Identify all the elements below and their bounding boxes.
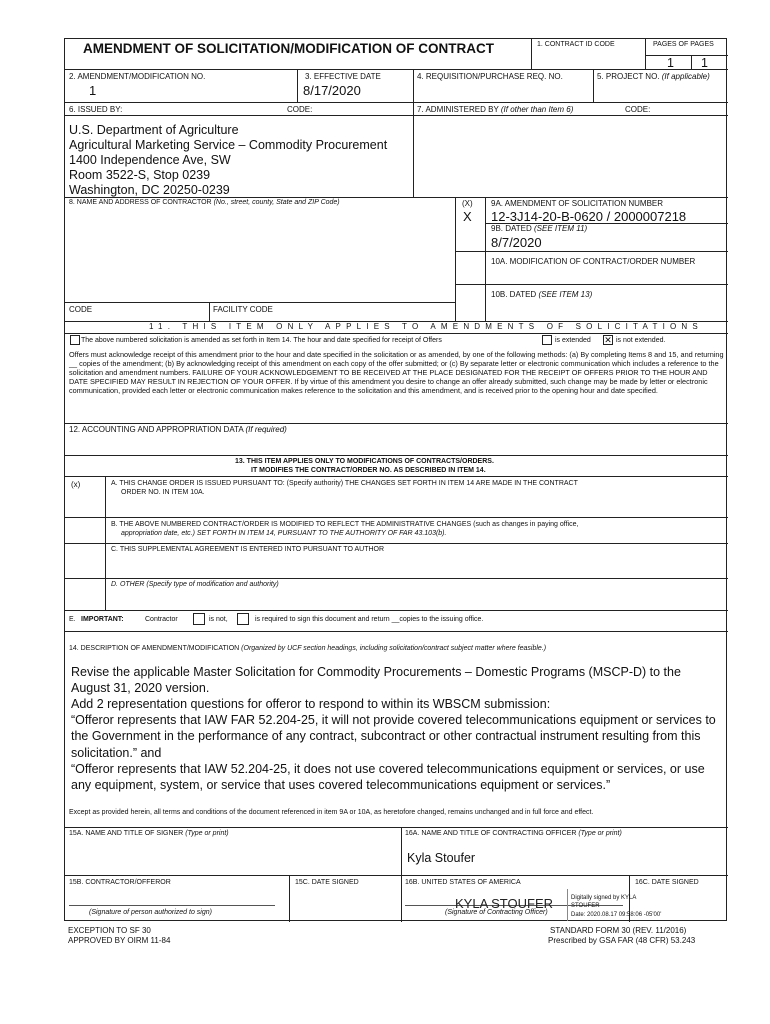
item-e-contractor: Contractor [145,616,178,623]
x-header: (X) [462,199,473,208]
item-e-important: IMPORTANT: [81,616,124,623]
item-13-header-1: 13. THIS ITEM APPLIES ONLY TO MODIFICATIONS OF CONTRACTS/ORDERS. [235,458,494,465]
issuer-line-5: Washington, DC 20250-0239 [69,183,230,197]
digital-signature-name: KYLA STOUFER [455,896,554,911]
item-9b-note: (SEE ITEM 11) [533,224,588,233]
item-9a-x-mark: X [463,209,472,224]
item-14-paragraph-2: Add 2 representation questions for offeror to respond to within its WBSCM submission: [71,697,551,711]
item-13-header-2: IT MODIFIES THE CONTRACT/ORDER NO. AS DESCRIBED IN ITEM 14. [251,467,486,474]
requisition-label: 4. REQUISITION/PURCHASE REQ. NO. [417,72,563,81]
item-14-note: (Organized by UCF section headings, including solicitation/contract subject matter where feasible.) [241,645,547,652]
footer-right-1: STANDARD FORM 30 (REV. 11/2016) [550,926,687,935]
item-15b-label: 15B. CONTRACTOR/OFFEROR [69,879,171,886]
extended-checkbox[interactable] [542,335,552,345]
item-13c-text: C. THIS SUPPLEMENTAL AGREEMENT IS ENTERED INTO PURSUANT TO AUTHOR [111,546,385,553]
issuer-line-4: Room 3522-S, Stop 0239 [69,168,211,182]
item-12-label: 12. ACCOUNTING AND APPROPRIATION DATA [69,425,244,434]
item-16c-label: 16C. DATE SIGNED [635,879,699,886]
amendment-no-value: 1 [89,83,97,98]
item-16a-note: (Type or print) [578,830,622,837]
item-9a-value: 12-3J14-20-B-0620 / 2000007218 [491,209,687,224]
effective-date-label: 3. EFFECTIVE DATE [305,72,381,81]
issued-by-code-label: CODE: [287,105,313,114]
item-9b-value: 8/7/2020 [491,235,542,250]
item-e-label: E. [69,616,76,623]
issued-by-label: 6. ISSUED BY: [69,105,123,114]
item-15c-label: 15C. DATE SIGNED [295,879,359,886]
sig-15b-caption: (Signature of person authorized to sign) [89,909,212,916]
footer-left-1: EXCEPTION TO SF 30 [68,926,151,935]
item-11-line1: The above numbered solicitation is amended as set forth in Item 14. The hour and date specified for receipt of Offers [81,337,442,344]
item-11-header: 11. THIS ITEM ONLY APPLIES TO AMENDMENTS OF SOLICITATIONS [149,322,703,331]
project-label-note: (If applicable) [661,72,710,81]
item-14-paragraph-4: “Offeror represents that IAW 52.204-25, it does not use covered telecommunications equipment or services, or use any equipment, system, or service that uses covered telecommunications equipment or services.” [71,762,705,793]
administered-by-code-label: CODE: [625,105,651,114]
sf30-form [64,38,727,921]
form-title: AMENDMENT OF SOLICITATION/MODIFICATION OF CONTRACT [83,41,494,56]
item-16a-label: 16A. NAME AND TITLE OF CONTRACTING OFFICER [405,830,577,837]
digital-signature-line-3: Date: 2020.08.17 09:58:06 -05'00' [571,912,662,918]
item-e-required-checkbox[interactable] [237,613,249,625]
item-11-paragraph: Offers must acknowledge receipt of this amendment prior to the hour and date specified in the solicitation or as amended, by one of the following methods: (a) By completing Items 8 and 15, and returning __ copies of the amendment; (b) By acknowledging receipt of this amendment on each copy of the offer submitted; or (c) By separate letter or electronic communication which includes a reference to the solicitation and amendment numbers. FAILURE OF YOUR ACKNOWLEDGEMENT TO BE RECEIVED AT THE PLACE DESIGNATED FOR THE RECEIPT OF OFFERS PRIOR TO THE HOUR AND DATE SPECIFIED MAY RESULT IN REJECTION OF YOUR OFFER. If by virtue of this amendment you desire to change an offer already submitted, such change may be made by letter or electronic communication, provided each letter or electronic communication makes reference to the solicitation and this amendment, and is received prior to the opening hour and date specified. [69,350,724,396]
item-14-label: 14. DESCRIPTION OF AMENDMENT/MODIFICATION [69,645,240,652]
footer-right-2: Prescribed by GSA FAR (48 CFR) 53.243 [548,936,696,945]
project-label: 5. PROJECT NO. [597,72,660,81]
item-14-paragraph-1: Revise the applicable Master Solicitation for Commodity Procurements – Domestic Programs (MSCP-D) to the August 31, 2020 version. [71,665,681,696]
digital-signature-line-1: Digitally signed by KYLA [571,895,637,901]
issuer-line-3: 1400 Independence Ave, SW [69,153,231,167]
administered-by-label: 7. ADMINISTERED BY [417,105,499,114]
item-13a-text-2: ORDER NO. IN ITEM 10A. [121,489,205,496]
issuer-line-1: U.S. Department of Agriculture [69,123,239,137]
contractor-note: (No., street, county, State and ZIP Code) [213,199,340,206]
extended-label: is extended [555,337,591,344]
item-13a-text: A. THIS CHANGE ORDER IS ISSUED PURSUANT TO: (Specify authority) THE CHANGES SET FORTH IN ITEM 14 ARE MADE IN THE CONTRACT [111,480,578,487]
item-15a-label: 15A. NAME AND TITLE OF SIGNER [69,830,184,837]
facility-code-label: FACILITY CODE [213,305,273,314]
page-total: 1 [701,56,708,70]
footer-left-2: APPROVED BY OIRM 11-84 [68,936,171,945]
contractor-label: 8. NAME AND ADDRESS OF CONTRACTOR [69,199,212,206]
item-10a-label: 10A. MODIFICATION OF CONTRACT/ORDER NUMBER [491,257,696,266]
item-9b-label: 9B. DATED [491,224,532,233]
item-13b-text-2: appropriation date, etc.) SET FORTH IN ITEM 14, PURSUANT TO THE AUTHORITY OF FAR 43.103(b). [121,530,447,537]
item-e-is-not: is not, [209,616,228,623]
administered-by-note: (If other than Item 6) [500,105,574,114]
item-16a-value: Kyla Stoufer [407,851,476,865]
except-text: Except as provided herein, all terms and conditions of the document referenced in item 9A or 10A, as heretofore changed, remains unchanged and in full force and effect. [69,809,594,816]
item-13-x-header: (x) [71,480,81,489]
item-12-note: (If required) [245,425,287,434]
item-13b-text: B. THE ABOVE NUMBERED CONTRACT/ORDER IS MODIFIED TO REFLECT THE ADMINISTRATIVE CHANGES (such as changes in paying office, [111,521,579,528]
item-e-is-not-checkbox[interactable] [193,613,205,625]
item-13d-text: D. OTHER (Specify type of modification and authority) [111,581,279,588]
item-16b-label: 16B. UNITED STATES OF AMERICA [405,879,521,886]
item-10b-note: (SEE ITEM 13) [538,290,593,299]
effective-date-value: 8/17/2020 [303,83,361,98]
amendment-no-label: 2. AMENDMENT/MODIFICATION NO. [69,72,206,81]
sig-16b-caption: (Signature of Contracting Officer) [445,909,548,916]
digital-signature-line-2: STOUFER [571,903,600,909]
item-e-rest: is required to sign this document and return __copies to the issuing office. [255,616,484,623]
issuer-line-2: Agricultural Marketing Service – Commodity Procurement [69,138,388,152]
item-15a-note: (Type or print) [185,830,229,837]
item-14-paragraph-3: “Offeror represents that IAW FAR 52.204-25, it will not provide covered telecommunications equipment or services to the Government in the performance of any contract, subcontract or other contractual instrument resulting from this solicitation.” and [71,713,716,760]
contract-id-code-label: 1. CONTRACT ID CODE [537,41,615,48]
item-9a-label: 9A. AMENDMENT OF SOLICITATION NUMBER [491,199,664,208]
item-10b-label: 10B. DATED [491,290,537,299]
not-extended-checkbox[interactable]: ✕ [604,334,612,345]
pages-label: PAGES OF PAGES [653,41,714,48]
page-number: 1 [667,56,674,70]
not-extended-label: is not extended. [616,337,666,344]
code-label: CODE [69,305,93,314]
item-11-checkbox[interactable] [70,335,80,345]
